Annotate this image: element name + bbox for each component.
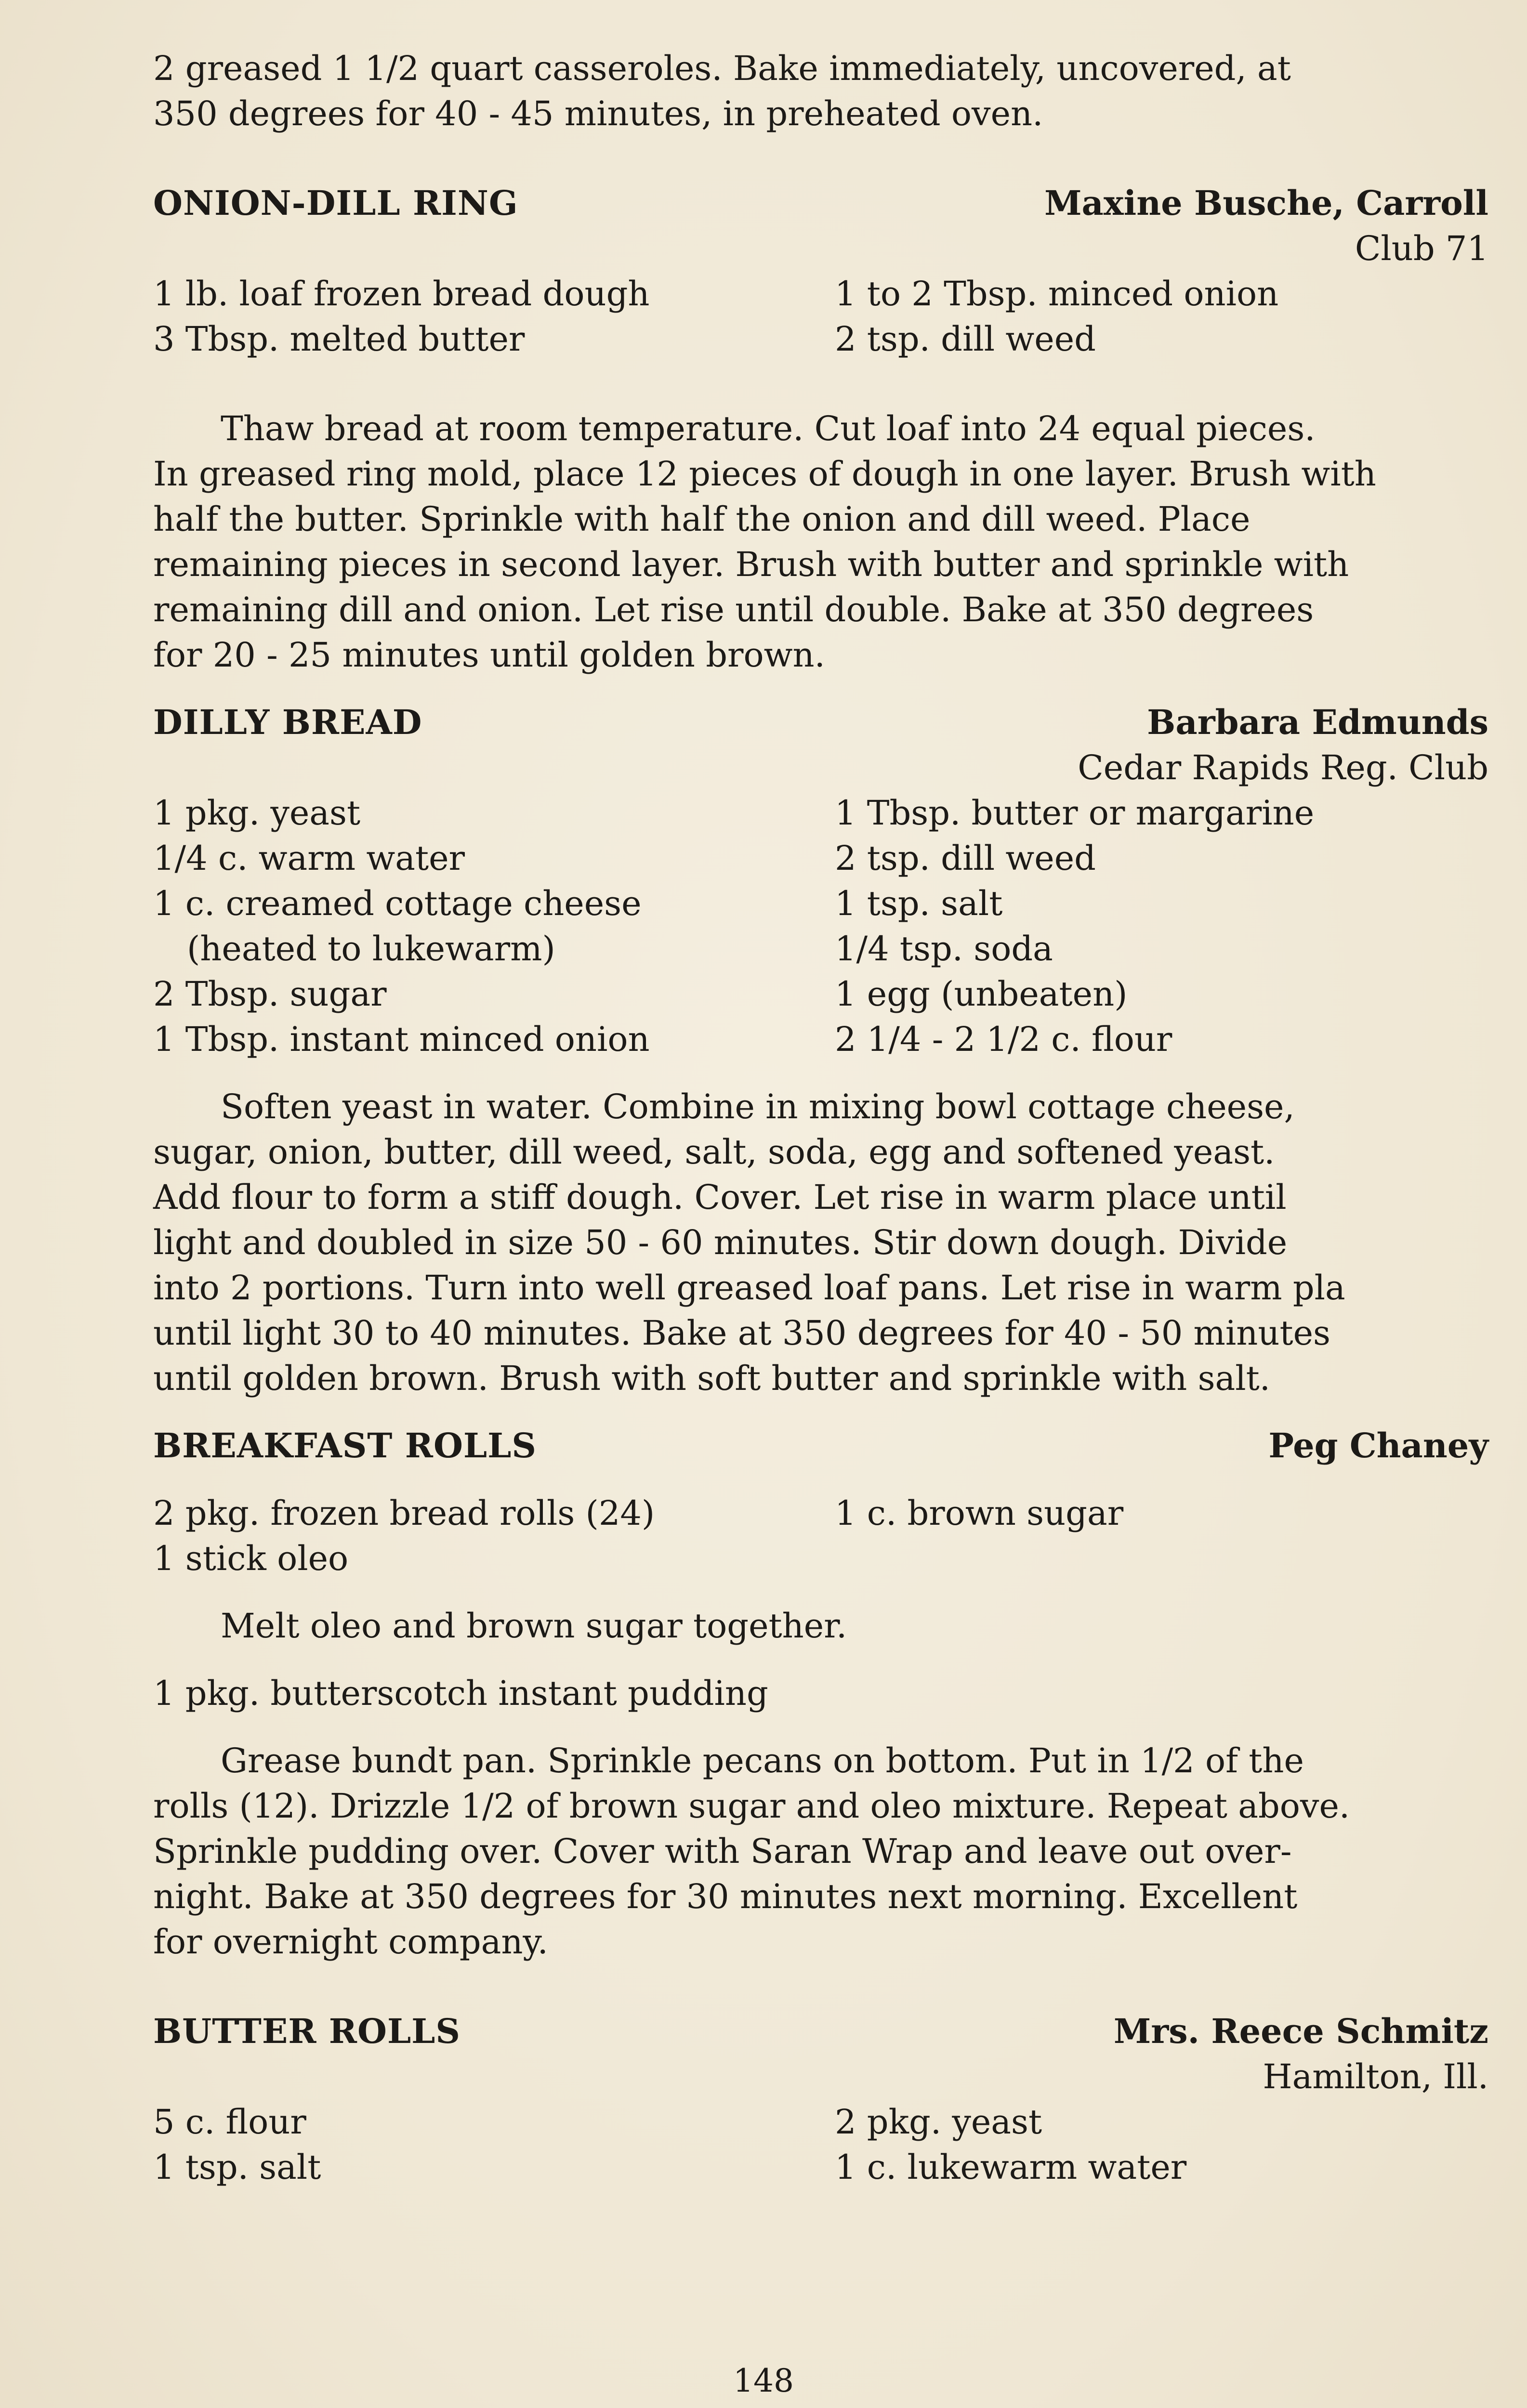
recipe-author-club: Cedar Rapids Reg. Club (1078, 748, 1488, 787)
ingredient: 1 pkg. butterscotch instant pudding (153, 1674, 768, 1713)
ingredient: 1/4 c. warm water (153, 838, 465, 878)
recipe-author: Barbara Edmunds (1147, 702, 1488, 742)
direction-line: for overnight company. (153, 1922, 548, 1962)
ingredient: 1 Tbsp. butter or margarine (835, 793, 1315, 833)
recipe-breakfast-rolls (153, 1423, 1488, 1964)
direction-line: Thaw bread at room temperature. Cut loaf into 24 equal pieces. (221, 409, 1316, 448)
recipe-title: BREAKFAST ROLLS (153, 1426, 537, 1466)
ingredient: 2 tsp. dill weed (835, 319, 1096, 359)
direction-line: night. Bake at 350 degrees for 30 minutes next morning. Excellent (153, 1877, 1298, 1916)
recipe-author-club: Club 71 (1355, 229, 1488, 268)
ingredients-list (153, 790, 1488, 1062)
ingredients-list (153, 271, 1488, 362)
ingredients-list (153, 1491, 1488, 1581)
ingredient: 2 pkg. yeast (835, 2102, 1042, 2142)
ingredient: 1 stick oleo (153, 1539, 349, 1578)
direction-line: until light 30 to 40 minutes. Bake at 350 degrees for 40 - 50 minutes (153, 1313, 1330, 1353)
ingredient: 2 tsp. dill weed (835, 838, 1096, 878)
recipe-butter-rolls (153, 2009, 1488, 2190)
direction-line: In greased ring mold, place 12 pieces of dough in one layer. Brush with (153, 454, 1376, 494)
ingredient: 1 Tbsp. instant minced onion (153, 1020, 650, 1059)
ingredient: 1 egg (unbeaten) (835, 974, 1128, 1014)
page-number: 148 (733, 2362, 794, 2399)
recipe-title: BUTTER ROLLS (153, 2011, 461, 2051)
directions (153, 1603, 1488, 1649)
ingredient: 1 tsp. salt (835, 884, 1003, 923)
ingredient: 1 c. brown sugar (835, 1493, 1124, 1533)
directions (153, 406, 1488, 678)
direction-line: remaining dill and onion. Let rise until double. Bake at 350 degrees (153, 590, 1314, 629)
recipe-title: DILLY BREAD (153, 702, 422, 742)
direction-line: Soften yeast in water. Combine in mixing bowl cottage cheese, (221, 1087, 1295, 1126)
recipe-author: Maxine Busche, Carroll (1044, 183, 1488, 223)
ingredient: 1 c. lukewarm water (835, 2147, 1187, 2187)
ingredient-note: (heated to lukewarm) (187, 929, 555, 968)
ingredient (835, 1536, 1488, 1581)
direction-line: light and doubled in size 50 - 60 minutes. Stir down dough. Divide (153, 1223, 1288, 1262)
direction-line: Melt oleo and brown sugar together. (221, 1606, 847, 1646)
direction-line: Add flour to form a stiff dough. Cover. Let rise in warm place until (153, 1178, 1287, 1217)
direction-line: until golden brown. Brush with soft butter and sprinkle with salt. (153, 1359, 1271, 1398)
direction-line: Grease bundt pan. Sprinkle pecans on bottom. Put in 1/2 of the (221, 1741, 1304, 1780)
recipe-author: Mrs. Reece Schmitz (1113, 2011, 1488, 2051)
recipe-author: Peg Chaney (1268, 1426, 1488, 1466)
recipe-onion-dill-ring (153, 181, 1488, 678)
direction-line: sugar, onion, butter, dill weed, salt, soda, egg and softened yeast. (153, 1132, 1275, 1172)
page-text-column (153, 46, 1488, 2190)
direction-line: Sprinkle pudding over. Cover with Saran Wrap and leave out over- (153, 1832, 1292, 1871)
intro-line: 350 degrees for 40 - 45 minutes, in preheated oven. (153, 94, 1043, 133)
ingredient: 1 lb. loaf frozen bread dough (153, 274, 650, 314)
intro-line: 2 greased 1 1/2 quart casseroles. Bake immediately, uncovered, at (153, 49, 1291, 88)
direction-line: remaining pieces in second layer. Brush with butter and sprinkle with (153, 545, 1349, 584)
direction-line: rolls (12). Drizzle 1/2 of brown sugar and oleo mixture. Repeat above. (153, 1786, 1350, 1826)
direction-line: into 2 portions. Turn into well greased loaf pans. Let rise in warm pla (153, 1268, 1345, 1308)
ingredient: 2 1/4 - 2 1/2 c. flour (835, 1020, 1172, 1059)
ingredient: 2 pkg. frozen bread rolls (24) (153, 1493, 655, 1533)
recipe-title: ONION-DILL RING (153, 183, 518, 223)
ingredient: 1 c. creamed cottage cheese (153, 884, 642, 923)
ingredient: 2 Tbsp. sugar (153, 974, 387, 1014)
ingredients-list (153, 2099, 1488, 2190)
ingredient: 1 pkg. yeast (153, 793, 361, 833)
ingredient: 5 c. flour (153, 2102, 306, 2142)
ingredient: 1 tsp. salt (153, 2147, 321, 2187)
direction-line: for 20 - 25 minutes until golden brown. (153, 635, 825, 675)
direction-line: half the butter. Sprinkle with half the onion and dill weed. Place (153, 499, 1251, 539)
directions (153, 1084, 1488, 1401)
ingredient: 3 Tbsp. melted butter (153, 319, 525, 359)
recipe-dilly-bread (153, 700, 1488, 1401)
recipe-author-club: Hamilton, Ill. (1263, 2057, 1488, 2096)
directions (153, 1738, 1488, 1964)
ingredient: 1/4 tsp. soda (835, 929, 1053, 968)
ingredient: 1 to 2 Tbsp. minced onion (835, 274, 1279, 314)
